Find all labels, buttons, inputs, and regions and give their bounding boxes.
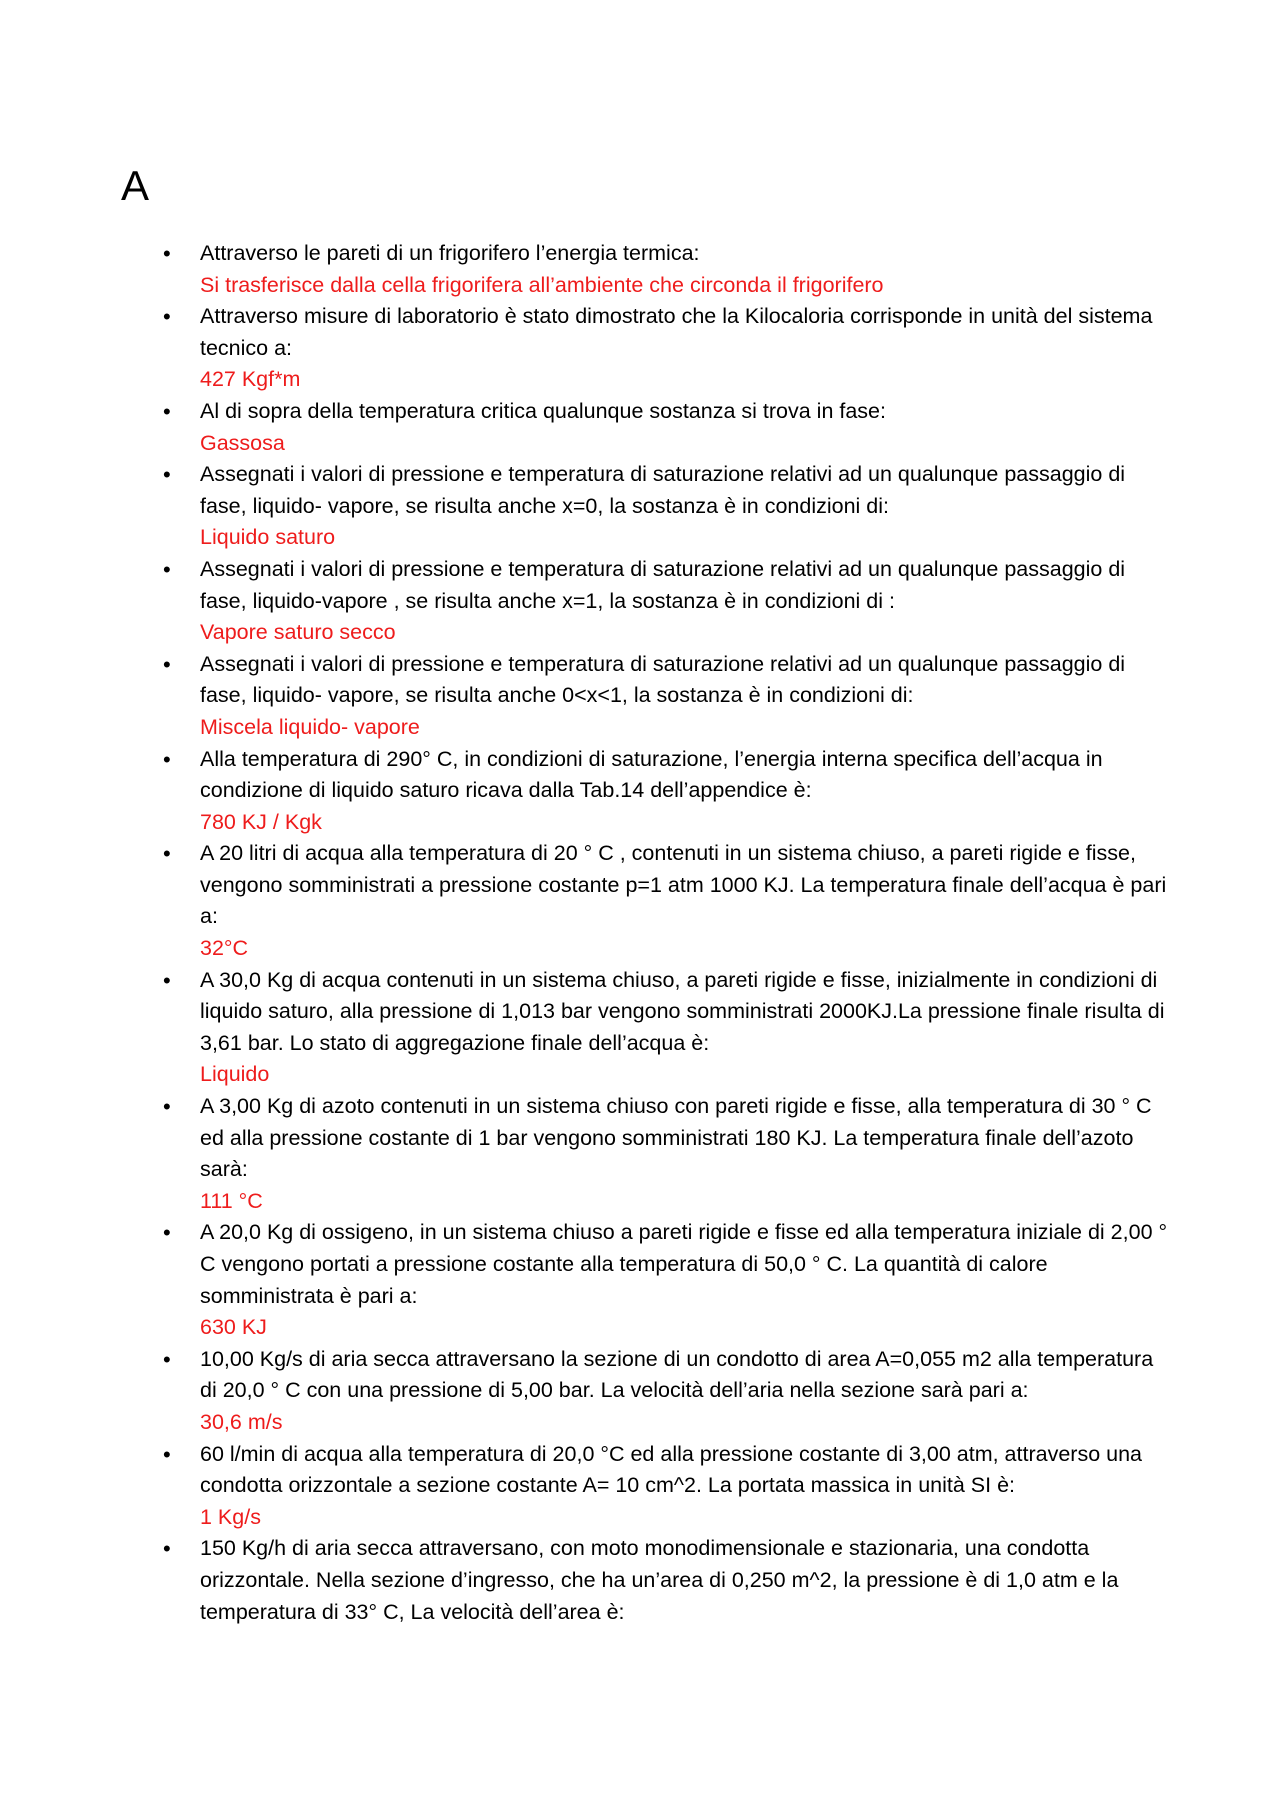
- list-item: [0, 649, 1175, 744]
- bullet-icon: •: [163, 651, 171, 677]
- answer-text: Liquido saturo: [200, 525, 336, 550]
- list-item: [0, 1091, 1175, 1217]
- list-item: [0, 965, 1175, 1091]
- list-item: [0, 838, 1175, 964]
- bullet-icon: •: [163, 1536, 171, 1562]
- question-text: A 20,0 Kg di ossigeno, in un sistema chiuso a pareti rigide e fisse ed alla temperatura iniziale di 2,00 ° C vengono portati a pressione costante alla temperatura di 50,0 ° C. La quantità di calore somministrata è pari a:: [200, 1220, 1168, 1308]
- list-item: [0, 1533, 1175, 1628]
- bullet-icon: •: [163, 1220, 171, 1246]
- answer-text: 32°C: [200, 936, 249, 961]
- question-text: A 20 litri di acqua alla temperatura di 20 ° C , contenuti in un sistema chiuso, a pareti rigide e fisse, vengono somministrati a pressione costante p=1 atm 1000 KJ. La temperatura finale dell’acqua è pari a:: [200, 841, 1167, 929]
- bullet-icon: •: [163, 241, 171, 266]
- bullet-icon: •: [163, 304, 171, 330]
- answer-text: 780 KJ / Kgk: [200, 809, 322, 834]
- list-item: [0, 301, 1175, 396]
- bullet-icon: •: [163, 841, 171, 867]
- question-text: 10,00 Kg/s di aria secca attraversano la sezione di un condotto di area A=0,055 m2 alla temperatura di 20,0 ° C con una pressione di 5,00 bar. La velocità dell’aria nella sezione sarà pari a:: [200, 1346, 1154, 1403]
- list-item: [0, 459, 1175, 554]
- answer-text: Vapore saturo secco: [200, 620, 396, 645]
- question-list: [0, 238, 1280, 1628]
- question-text: A 30,0 Kg di acqua contenuti in un sistema chiuso, a pareti rigide e fisse, inizialmente in condizioni di liquido saturo, alla pressione di 1,013 bar vengono somministrati 2000KJ.La pressione finale risulta di 3,61 bar. Lo stato di aggregazione finale dell’acqua è:: [200, 967, 1165, 1055]
- question-text: Assegnati i valori di pressione e temperatura di saturazione relativi ad un qualunque passaggio di fase, liquido- vapore, se risulta anche 0<x<1, la sostanza è in condizioni di:: [200, 651, 1126, 708]
- answer-text: 111 °C: [200, 1188, 263, 1213]
- answer-text: Liquido: [200, 1062, 270, 1087]
- answer-text: 427 Kgf*m: [200, 367, 301, 392]
- bullet-icon: •: [163, 462, 171, 488]
- list-item: [0, 554, 1175, 649]
- bullet-icon: •: [163, 1346, 171, 1372]
- question-text: A 3,00 Kg di azoto contenuti in un sistema chiuso con pareti rigide e fisse, alla temperatura di 30 ° C ed alla pressione costante di 1 bar vengono somministrati 180 KJ. La temperatura finale dell’azoto sarà:: [200, 1094, 1152, 1182]
- question-text: Al di sopra della temperatura critica qualunque sostanza si trova in fase:: [200, 398, 886, 423]
- question-text: 60 l/min di acqua alla temperatura di 20,0 °C ed alla pressione costante di 3,00 atm, attraverso una condotta orizzontale a sezione costante A= 10 cm^2. La portata massica in unità SI è:: [200, 1441, 1143, 1498]
- list-item: [0, 238, 1175, 301]
- answer-text: Gassosa: [200, 430, 285, 455]
- answer-text: 1 Kg/s: [200, 1504, 261, 1529]
- page-heading: A: [121, 162, 150, 209]
- answer-text: Si trasferisce dalla cella frigorifera all’ambiente che circonda il frigorifero: [200, 272, 884, 297]
- answer-text: 630 KJ: [200, 1315, 267, 1340]
- question-text: 150 Kg/h di aria secca attraversano, con moto monodimensionale e stazionaria, una condotta orizzontale. Nella sezione d’ingresso, che ha un’area di 0,250 m^2, la pressione è di 1,0 atm e la temperatura di 33° C, La velocità dell’area è:: [200, 1536, 1119, 1624]
- question-text: Alla temperatura di 290° C, in condizioni di saturazione, l’energia interna specifica dell’acqua in condizione di liquido saturo ricava dalla Tab.14 dell’appendice è:: [200, 746, 1103, 803]
- bullet-icon: •: [163, 746, 171, 772]
- question-text: Attraverso misure di laboratorio è stato dimostrato che la Kilocaloria corrisponde in unità del sistema tecnico a:: [200, 304, 1153, 360]
- bullet-icon: •: [163, 967, 171, 993]
- bullet-icon: •: [163, 1094, 171, 1120]
- list-item: [0, 1217, 1175, 1343]
- bullet-icon: •: [163, 398, 171, 424]
- list-item: [0, 396, 1175, 459]
- question-text: Assegnati i valori di pressione e temperatura di saturazione relativi ad un qualunque passaggio di fase, liquido-vapore , se risulta anche x=1, la sostanza è in condizioni di :: [200, 556, 1126, 613]
- bullet-icon: •: [163, 556, 171, 582]
- list-item: [0, 1344, 1175, 1439]
- list-item: [0, 744, 1175, 839]
- answer-text: 30,6 m/s: [200, 1409, 283, 1434]
- answer-text: Miscela liquido- vapore: [200, 714, 420, 739]
- list-item: [0, 1439, 1175, 1534]
- bullet-icon: •: [163, 1441, 171, 1467]
- question-text: Assegnati i valori di pressione e temperatura di saturazione relativi ad un qualunque passaggio di fase, liquido- vapore, se risulta anche x=0, la sostanza è in condizioni di:: [200, 462, 1126, 518]
- question-text: Attraverso le pareti di un frigorifero l’energia termica:: [200, 241, 700, 265]
